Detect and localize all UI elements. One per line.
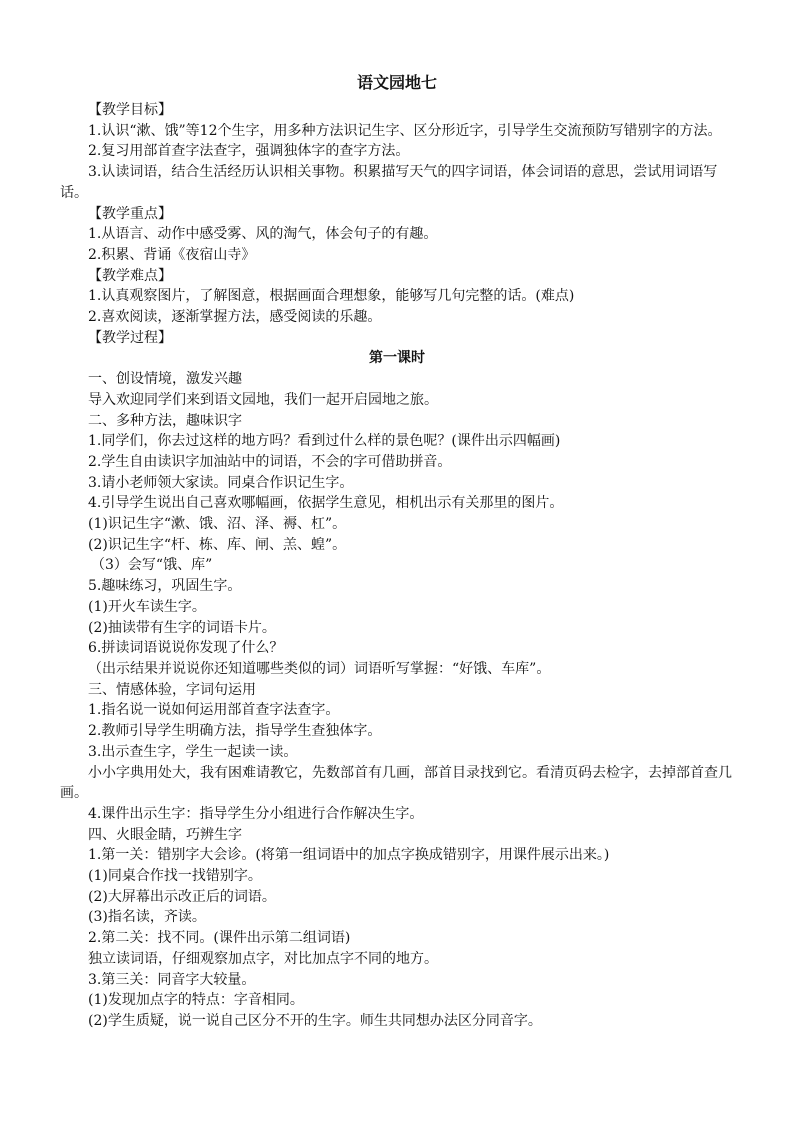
paragraph: (1)同桌合作找一找错别字。	[88, 868, 262, 885]
step-heading-1: 一、创设情境，激发兴趣	[88, 371, 242, 388]
section-heading-objectives: 【教学目标】	[88, 102, 172, 118]
paragraph: 导入欢迎同学们来到语文园地，我们一起开启园地之旅。	[88, 391, 438, 408]
step-heading-2: 二、多种方法，趣味识字	[88, 412, 242, 429]
paragraph: (2)大屏幕出示改正后的词语。	[88, 888, 276, 905]
paragraph: (1)识记生字“漱、饿、沼、泽、褥、杠”。	[88, 516, 347, 533]
paragraph: (2)学生质疑，说一说自己区分不开的生字。师生共同想办法区分同音字。	[88, 1012, 542, 1029]
difficulty-1: 1.认真观察图片，了解图意，根据画面合理想象，能够写几句完整的话。(难点)	[88, 288, 575, 305]
document-title: 语文园地七	[356, 73, 437, 92]
paragraph: 4.课件出示生字：指导学生分小组进行合作解决生字。	[88, 805, 424, 822]
paragraph: (2)抽读带有生字的词语卡片。	[88, 619, 276, 636]
difficulty-2: 2.喜欢阅读，逐渐掌握方法，感受阅读的乐趣。	[88, 309, 382, 326]
paragraph: (2)识记生字“杆、栋、库、闸、羔、蝗”。	[88, 536, 347, 553]
paragraph: 1.指名说一说如何运用部首查字法查字。	[88, 702, 340, 719]
key-point-2: 2.积累、背诵《夜宿山寺》	[88, 246, 256, 263]
paragraph: 6.拼读词语说说你发现了什么？	[88, 640, 284, 657]
paragraph: 独立读词语，仔细观察加点字，对比加点字不同的地方。	[88, 950, 438, 967]
paragraph: 2.学生自由读识字加油站中的词语，不会的字可借助拼音。	[88, 453, 452, 470]
objective-1: 1.认识“漱、饿”等12个生字，用多种方法识记生字、区分形近字，引导学生交流预防写错别字的方法。	[88, 122, 722, 139]
paragraph: 1.同学们，你去过这样的地方吗？看到过什么样的景色呢？(课件出示四幅画)	[88, 433, 561, 450]
paragraph: 1.第一关：错别字大会诊。(将第一组词语中的加点字换成错别字，用课件展示出来。)	[88, 847, 610, 864]
paragraph: 2.第二关：找不同。(课件出示第二组词语)	[88, 930, 351, 947]
key-point-1: 1.从语言、动作中感受雾、风的淘气，体会句子的有趣。	[88, 226, 438, 243]
paragraph: 2.教师引导学生明确方法，指导学生查独体字。	[88, 723, 382, 740]
section-heading-process: 【教学过程】	[88, 329, 172, 346]
paragraph: (3)指名读，齐读。	[88, 909, 206, 926]
paragraph: (1)发现加点字的特点：字音相同。	[88, 992, 304, 1009]
paragraph: （3）会写“饿、库”	[91, 557, 213, 574]
step-heading-4: 四、火眼金睛，巧辨生字	[88, 826, 242, 843]
paragraph: (1)开火车读生字。	[88, 598, 206, 615]
paragraph: （出示结果并说说你还知道哪些类似的词）词语听写掌握：“好饿、车库”。	[88, 660, 551, 677]
section-heading-difficulties: 【教学难点】	[88, 267, 172, 284]
paragraph: 3.请小老师领大家读。同桌合作识记生字。	[88, 474, 354, 491]
paragraph: 小小字典用处大，我有困难请教它，先数部首有几画，部首目录找到它。看清页码去检字，去掉部首查几画。	[60, 764, 732, 802]
paragraph: 5.趣味练习，巩固生字。	[88, 578, 242, 595]
lesson-heading: 第一课时	[369, 350, 425, 367]
paragraph: 4.引导学生说出自己喜欢哪幅画，依据学生意见，相机出示有关那里的图片。	[88, 495, 564, 512]
section-heading-key-points: 【教学重点】	[88, 205, 172, 222]
paragraph: 3.出示查生字，学生一起读一读。	[88, 743, 298, 760]
objective-3: 3.认读词语，结合生活经历认识相关事物。积累描写天气的四字词语，体会词语的意思，尝试用词语写话。	[60, 164, 718, 201]
step-heading-3: 三、情感体验，字词句运用	[88, 681, 256, 698]
paragraph: 3.第三关：同音字大较量。	[88, 971, 256, 988]
objective-2: 2.复习用部首查字法查字，强调独体字的查字方法。	[88, 143, 410, 160]
document-body	[60, 100, 734, 1032]
